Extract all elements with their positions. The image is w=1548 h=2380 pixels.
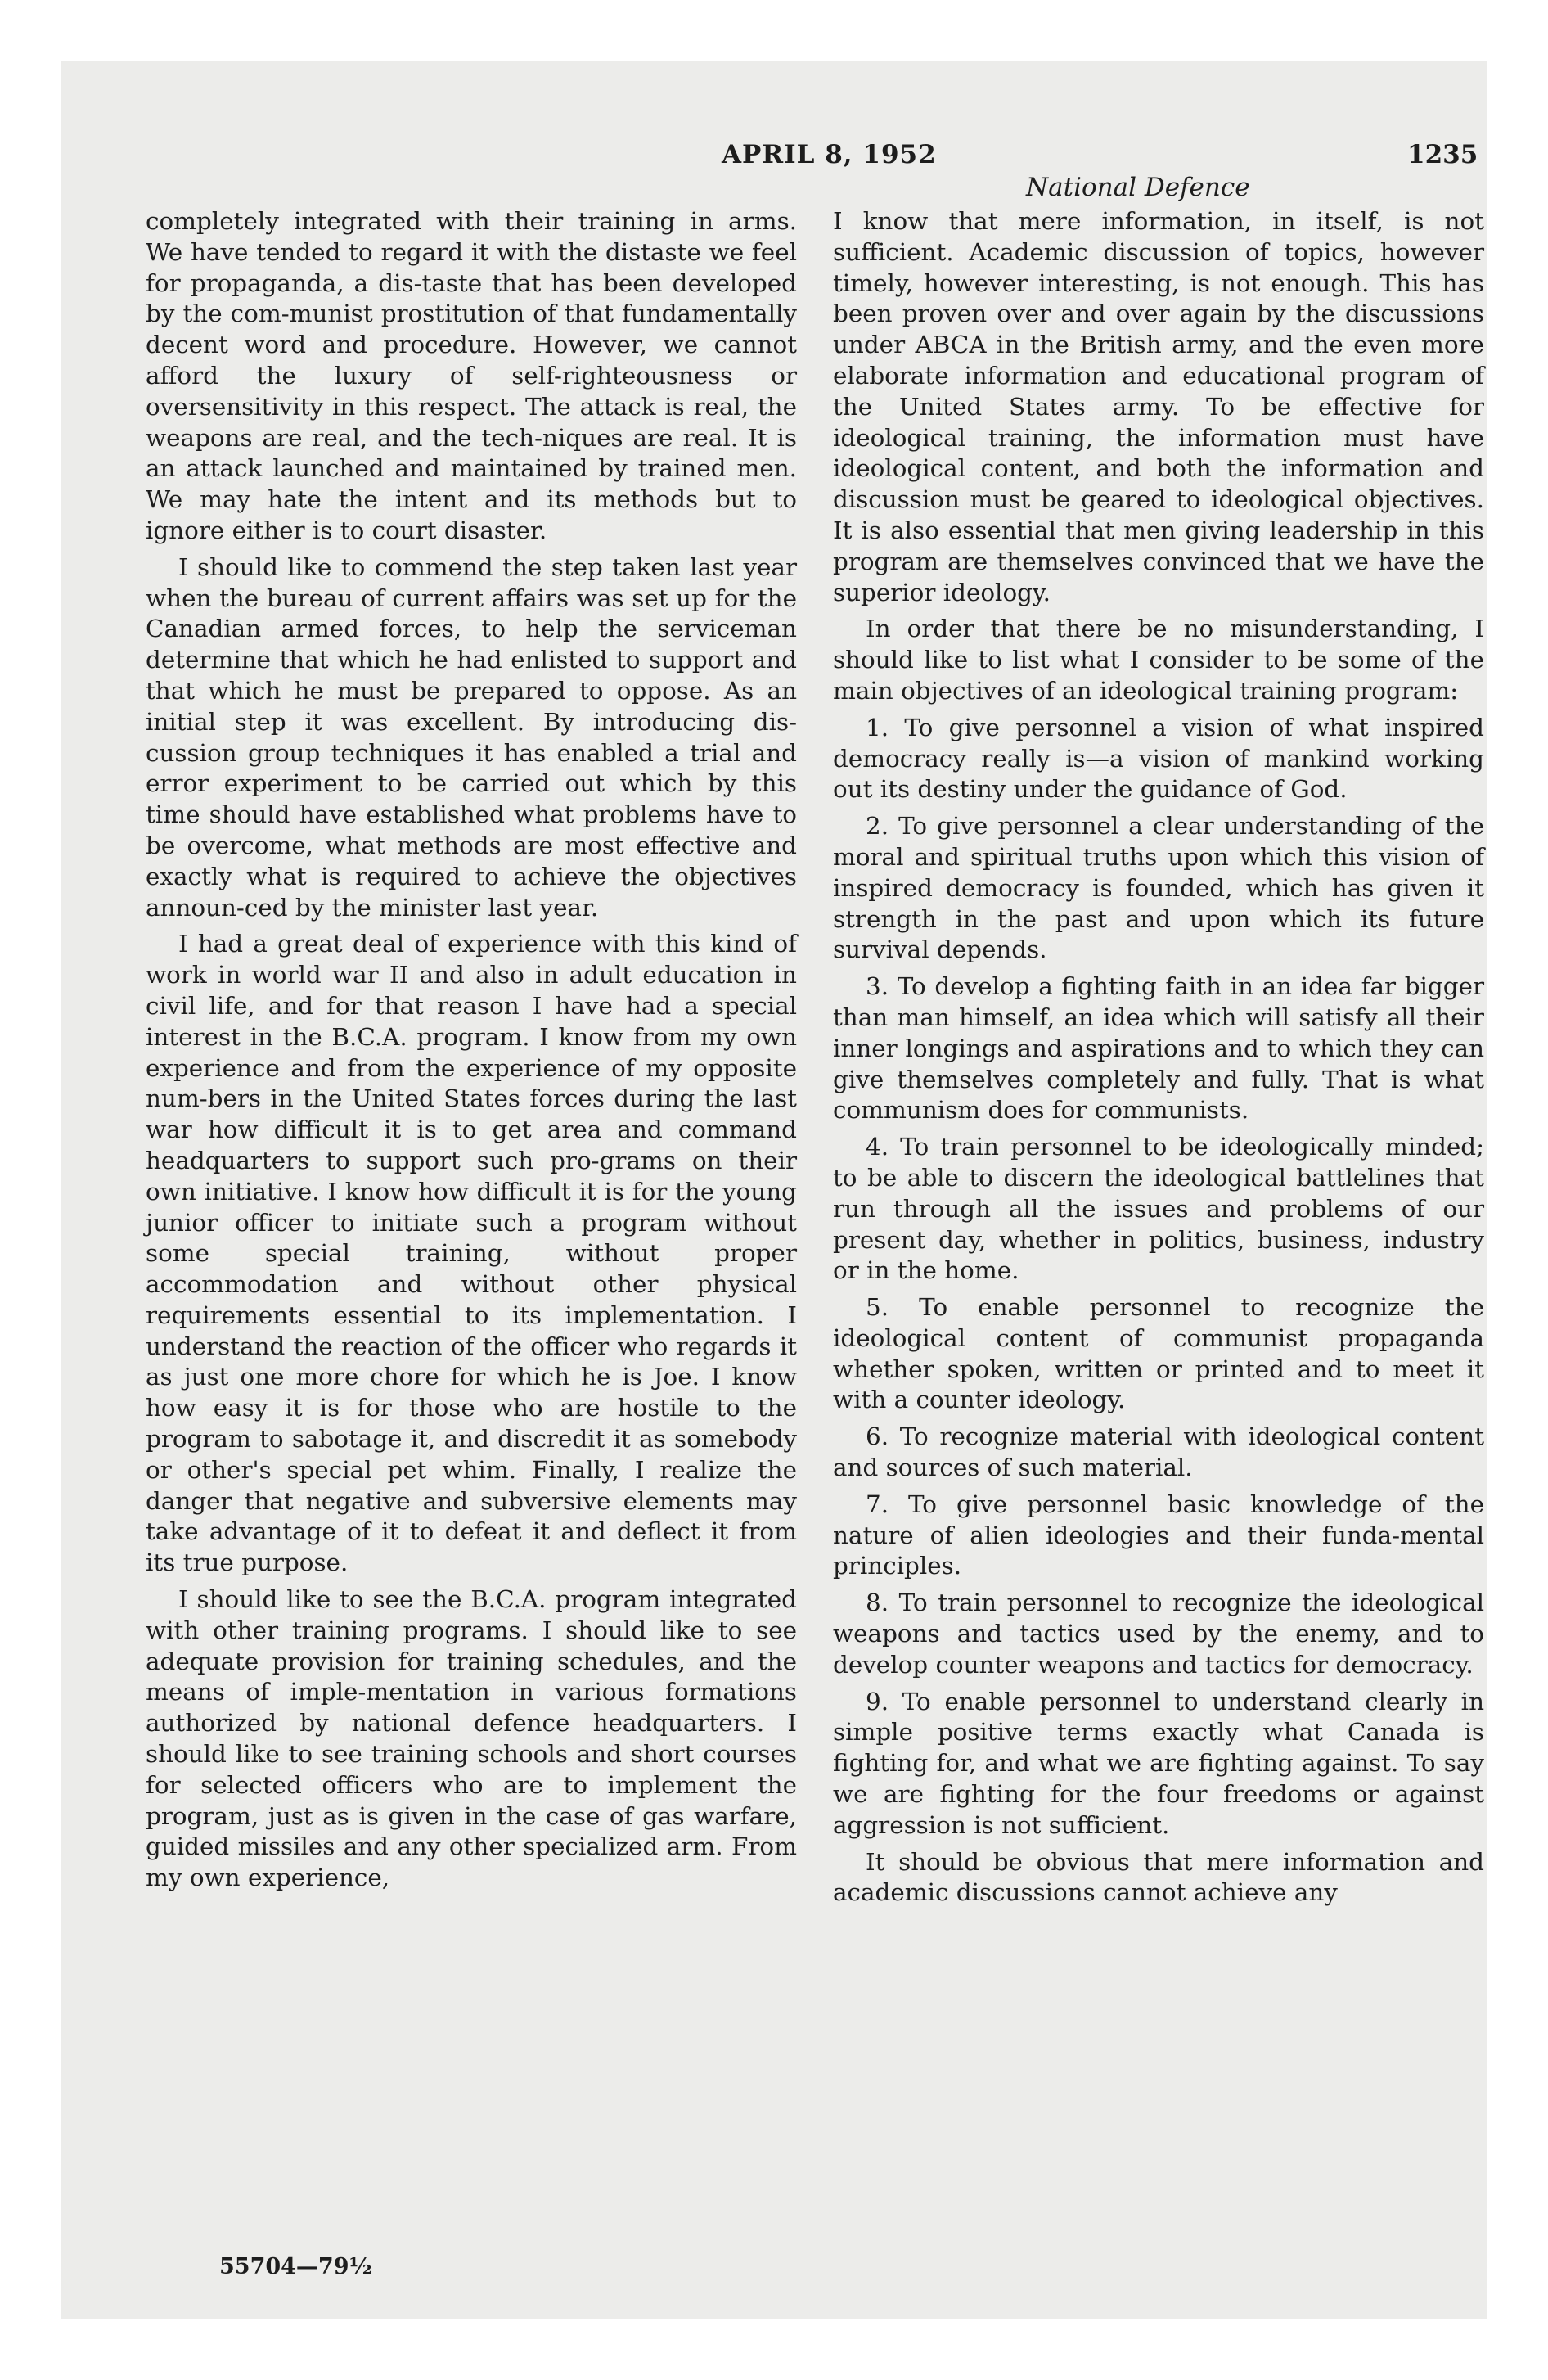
list-item: 4. To train personnel to be ideologically minded; to be able to discern the ideological battlelines that run through all the issues and problems of our present day, whether in politics, business, industry or in the home. <box>833 1133 1484 1285</box>
paragraph: I should like to commend the step taken last year when the bureau of current affairs was set up for the Canadian armed forces, to help the serviceman determine that which he had enlisted to support and that which he must be prepared to oppose. As an initial step it was excellent. By introducing dis-cussion group techniques it has enabled a trial and error experiment to be carried out which by this time should have established what problems have to be overcome, what methods are most effective and exactly what is required to achieve the objectives announ-ced by the minister last year. <box>146 552 797 922</box>
page-number: 1235 <box>1407 140 1478 169</box>
paragraph: I know that mere information, in itself, is not sufficient. Academic discussion of topics, however timely, however interesting, is not enough. This has been proven over and over again by the discussions under ABCA in the British army, and the even more elaborate information and educational program of the United States army. To be effective for ideological training, the information must have ideological content, and both the information and discussion must be geared to ideological objectives. It is also essential that men giving leadership in this program are themselves convinced that we have the superior ideology. <box>833 207 1484 606</box>
paragraph: completely integrated with their training in arms. We have tended to regard it with the distaste we feel for propaganda, a dis-taste that has been developed by the com-munist prostitution of that fundamentally decent word and procedure. However, we cannot afford the luxury of self-righteousness or oversensitivity in this respect. The attack is real, the weapons are real, and the tech-niques are real. It is an attack launched and maintained by trained men. We may hate the intent and its methods but to ignore either is to court disaster. <box>146 207 797 544</box>
document-page <box>61 61 1487 2319</box>
list-item: 3. To develop a fighting faith in an idea far bigger than man himself, an idea which will satisfy all their inner longings and aspirations and to which they can give themselves completely and fully. That is what communism does for communists. <box>833 972 1484 1125</box>
printer-code: 55704—79½ <box>219 2254 372 2279</box>
paragraph: In order that there be no misunderstanding, I should like to list what I consider to be some of the main objectives of an ideological training program: <box>833 615 1484 705</box>
paragraph: It should be obvious that mere information and academic discussions cannot achieve any <box>833 1847 1484 1907</box>
right-column <box>833 206 1484 1914</box>
list-item: 8. To train personnel to recognize the ideological weapons and tactics used by the enemy, and to develop counter weapons and tactics for democracy. <box>833 1589 1484 1679</box>
paragraph: I should like to see the B.C.A. program integrated with other training programs. I should like to see adequate provision for training schedules, and the means of imple-mentation in various formations authorized by national defence headquarters. I should like to see training schools and short courses for selected officers who are to implement the program, just as is given in the case of gas warfare, guided missiles and any other specialized arm. From my own experience, <box>146 1585 797 1892</box>
list-item: 6. To recognize material with ideological content and sources of such material. <box>833 1422 1484 1482</box>
list-item: 9. To enable personnel to understand clearly in simple positive terms exactly what Canada is fighting for, and what we are fighting against. To say we are fighting for the four freedoms or against aggression is not sufficient. <box>833 1687 1484 1839</box>
paragraph: I had a great deal of experience with this kind of work in world war II and also in adult education in civil life, and for that reason I have had a special interest in the B.C.A. program. I know from my own experience and from the experience of my opposite num-bers in the United States forces during the last war how difficult it is to get area and command headquarters to support such pro-grams on their own initiative. I know how difficult it is for the young junior officer to initiate such a program without some special training, without proper accommodation and without other physical requirements essential to its implementation. I understand the reaction of the officer who regards it as just one more chore for which he is Joe. I know how easy it is for those who are hostile to the program to sabotage it, and discredit it as somebody or other's special pet whim. Finally, I realize the danger that negative and subversive elements may take advantage of it to defeat it and deflect it from its true purpose. <box>146 930 797 1577</box>
list-item: 5. To enable personnel to recognize the ideological content of communist propaganda whether spoken, written or printed and to meet it with a counter ideology. <box>833 1293 1484 1414</box>
list-item: 7. To give personnel basic knowledge of the nature of alien ideologies and their funda-mental principles. <box>833 1490 1484 1580</box>
page-date: APRIL 8, 1952 <box>722 140 937 169</box>
list-item: 1. To give personnel a vision of what inspired democracy really is—a vision of mankind working out its destiny under the guidance of God. <box>833 713 1484 804</box>
list-item: 2. To give personnel a clear understanding of the moral and spiritual truths upon which this vision of inspired democracy is founded, which has given it strength in the past and upon which its future survival depends. <box>833 812 1484 964</box>
section-heading: National Defence <box>1026 173 1250 202</box>
left-column <box>146 206 797 1900</box>
